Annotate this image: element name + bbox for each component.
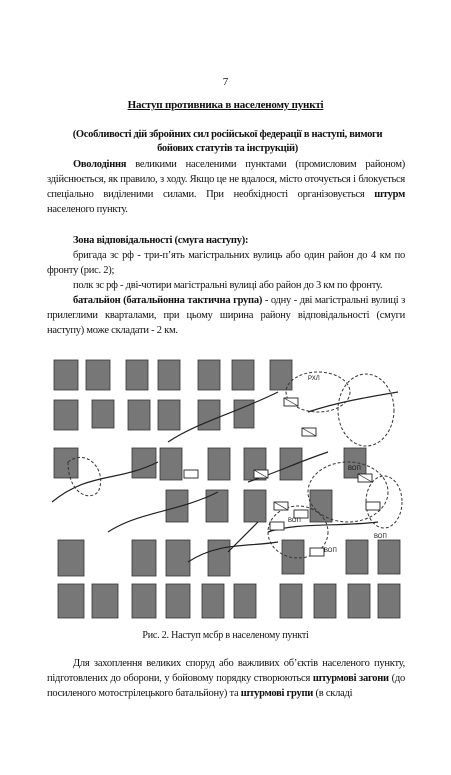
paragraph-zone xyxy=(47,233,405,338)
figure-caption: Рис. 2. Наступ мсбр в населеному пункті xyxy=(142,630,309,641)
map-label: ВОП xyxy=(348,466,361,472)
zone-brigade: бригада зс рф - три-п’ять магістральних вулиць або один район до 4 км по фронту (рис. 2); xyxy=(47,250,405,276)
paragraph-text: (в складі xyxy=(313,688,353,699)
bold-lead: Оволодіння xyxy=(73,159,127,170)
section-title: Наступ противника в населеному пункті xyxy=(127,99,324,111)
map-label: РХЛ xyxy=(308,376,320,382)
figure-map xyxy=(48,352,406,624)
zone-regiment: полк зс рф - дві-чотири магістральні вулиці або район до 3 км по фронту. xyxy=(73,280,383,291)
map-label: ВОП xyxy=(324,548,337,554)
zone-heading: Зона відповідальності (смуга наступу): xyxy=(73,235,249,246)
map-label: ВОП xyxy=(288,518,301,524)
paragraph-text: Для захоплення великих споруд або важливих об’єктів населеного пункту, підготовлених до оборони, у бойовому порядку створюються xyxy=(47,658,405,684)
paragraph-text: (до посиленого мотострілецького батальйону) та xyxy=(47,673,406,699)
battalion-text: - одну - дві магістральні вулиці з прилеглими кварталами, при цьому ширина району відповідальності (смуги наступу) може складати - 2 км. xyxy=(47,295,405,336)
paragraph-storm xyxy=(47,656,405,701)
battalion-term: батальйон (батальйонна тактична група) xyxy=(73,295,263,306)
urban-attack-diagram xyxy=(48,352,406,624)
map-label: ВОП xyxy=(374,534,387,540)
section-subtitle: (Особливості дій збройних сил російської федерації в наступі, вимоги бойових статутів та інструкцій) xyxy=(72,129,383,154)
bold-term: штурмові групи xyxy=(240,688,314,699)
bold-term: штурмові загони xyxy=(312,673,389,684)
zone-battalion xyxy=(47,293,405,338)
paragraph-text: великими населеними пунктами (промисловим районом) здійснюється, як правило, з ходу. Якщо це не вдалося, місто оточується і блокується спеціально виділеними силами. При необхідності організовується xyxy=(47,159,405,200)
bold-term: штурм xyxy=(374,189,405,200)
page-number: 7 xyxy=(222,76,229,88)
paragraph-capture xyxy=(47,157,405,217)
paragraph-text: населеного пункту. xyxy=(47,204,128,215)
